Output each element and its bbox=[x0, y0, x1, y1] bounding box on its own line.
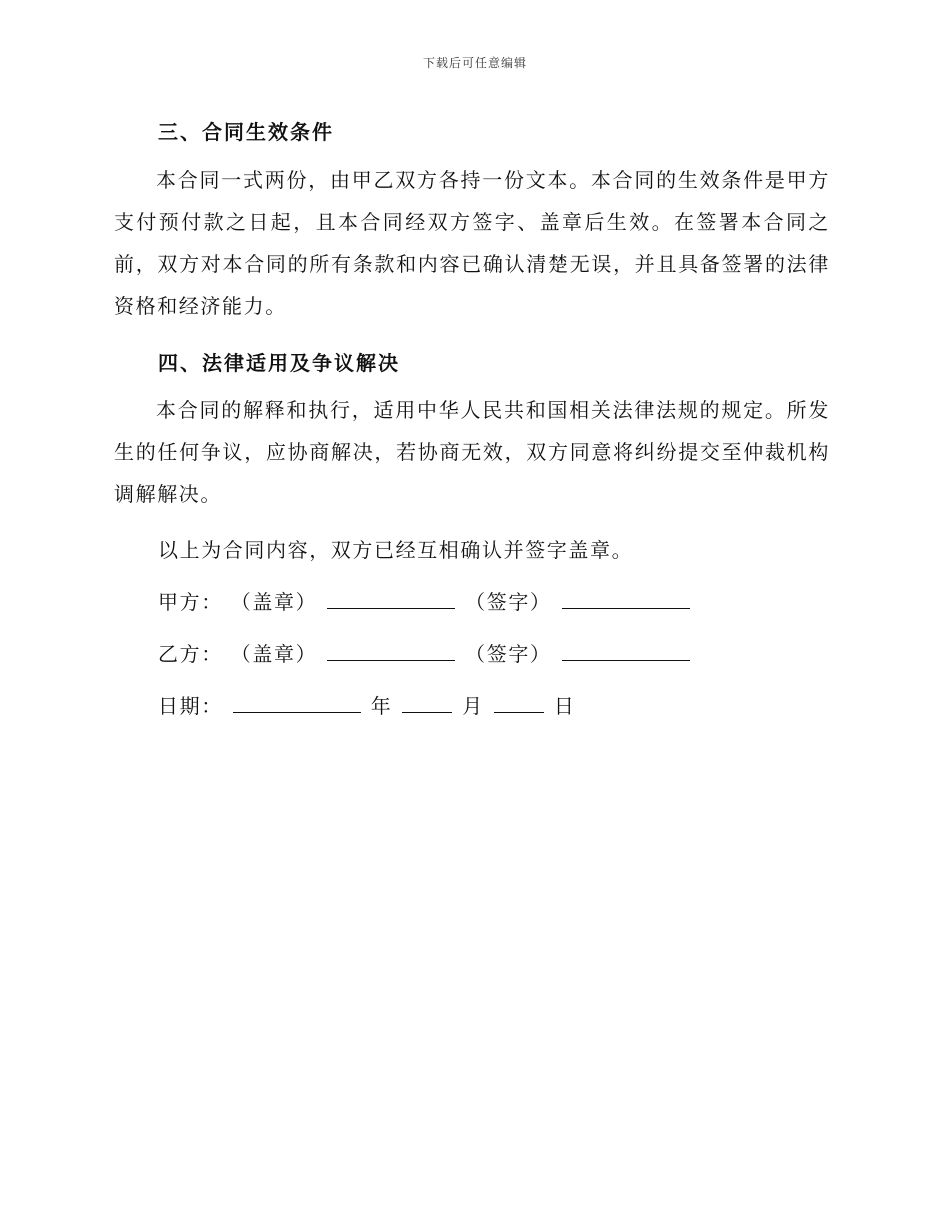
section-3-body: 本合同一式两份，由甲乙双方各持一份文本。本合同的生效条件是甲方支付预付款之日起，且本合同经双方签字、盖章后生效。在签署本合同之前，双方对本合同的所有条款和内容已确认清楚无误，并且具备签署的法律资格和经济能力。 bbox=[114, 168, 830, 318]
party-a-label: 甲方： bbox=[158, 590, 223, 614]
party-b-label: 乙方： bbox=[158, 642, 223, 666]
party-b-sign-label: （签字） bbox=[465, 642, 552, 666]
date-day-label: 日 bbox=[553, 694, 576, 718]
date-line bbox=[158, 690, 575, 719]
party-a-sign-label: （签字） bbox=[465, 590, 552, 614]
date-label: 日期： bbox=[158, 694, 223, 718]
date-month-label: 月 bbox=[462, 694, 484, 718]
party-a-sign-blank[interactable] bbox=[562, 590, 690, 609]
date-year-label: 年 bbox=[370, 694, 393, 718]
section-3-heading: 三、合同生效条件 bbox=[158, 120, 334, 144]
party-a-seal-label: （盖章） bbox=[230, 590, 318, 614]
section-4-body: 本合同的解释和执行，适用中华人民共和国相关法律法规的规定。所发生的任何争议，应协商解决，若协商无效，双方同意将纠纷提交至仲裁机构调解解决。 bbox=[114, 398, 830, 506]
party-b-seal-blank[interactable] bbox=[327, 642, 455, 661]
party-b-signature-line bbox=[158, 638, 692, 667]
party-b-sign-blank[interactable] bbox=[562, 642, 690, 661]
party-a-seal-blank[interactable] bbox=[327, 590, 455, 609]
party-a-signature-line bbox=[158, 586, 692, 615]
closing-statement: 以上为合同内容，双方已经互相确认并签字盖章。 bbox=[158, 538, 634, 562]
date-day-blank[interactable] bbox=[494, 694, 544, 713]
date-month-blank[interactable] bbox=[402, 694, 452, 713]
party-b-seal-label: （盖章） bbox=[230, 642, 318, 666]
date-year-blank[interactable] bbox=[233, 694, 361, 713]
section-4-heading: 四、法律适用及争议解决 bbox=[158, 351, 400, 375]
page-header-note: 下载后可任意编辑 bbox=[422, 56, 527, 70]
